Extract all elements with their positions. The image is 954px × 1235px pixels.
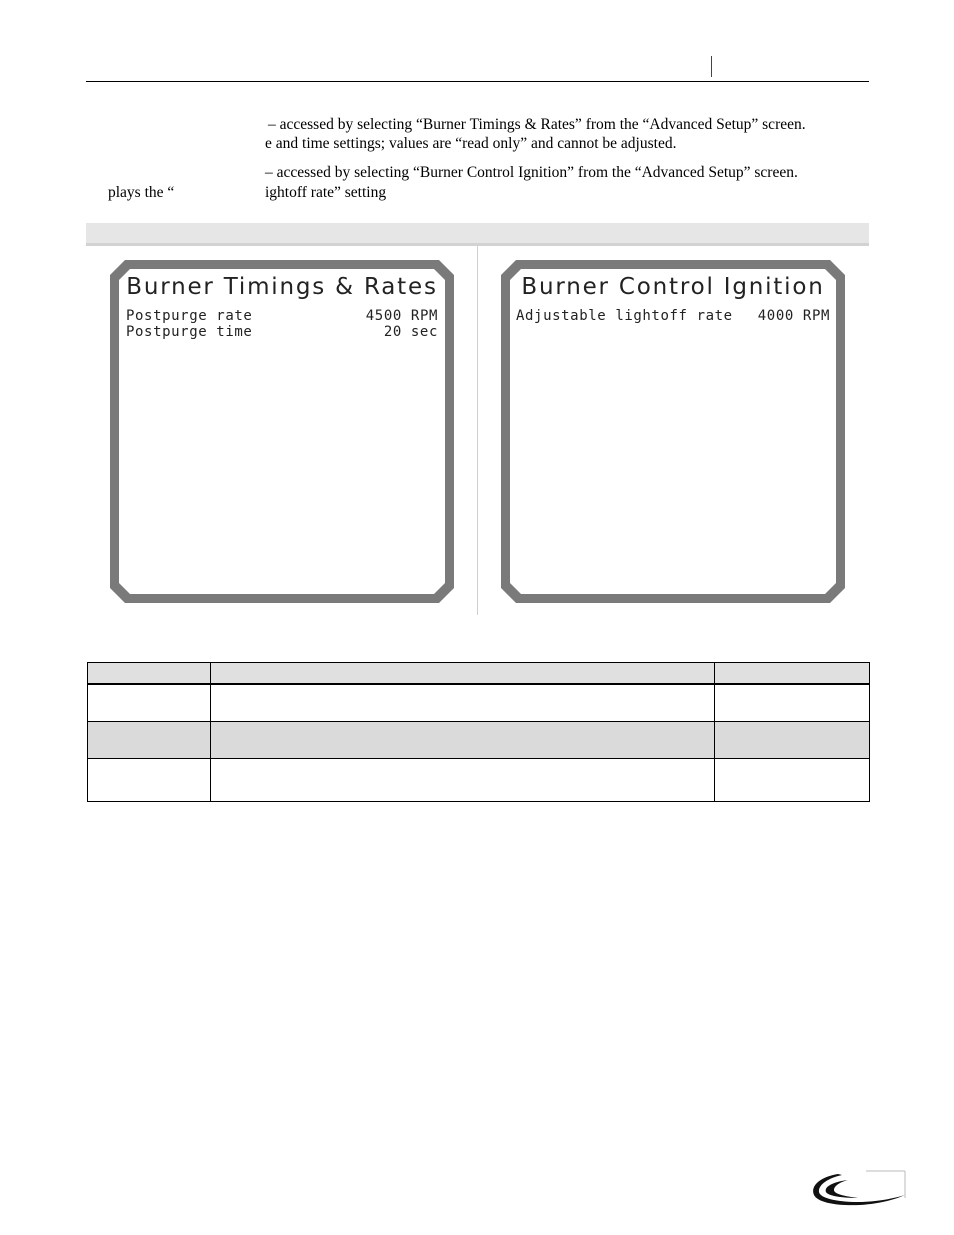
table-cell	[210, 684, 714, 722]
row-value: 4000 RPM	[757, 308, 830, 324]
row-label: Adjustable lightoff rate	[516, 308, 733, 324]
paragraph-ignition-line1: – accessed by selecting “Burner Control Ignition” from the “Advanced Setup” screen.	[265, 164, 798, 181]
row-label: Postpurge rate	[126, 308, 253, 324]
table-header-cell	[210, 663, 714, 685]
row-value: 4500 RPM	[365, 308, 438, 324]
settings-table	[87, 662, 870, 802]
table-cell	[210, 759, 714, 802]
screen-burner-control-ignition	[498, 257, 848, 606]
paragraph-ignition-line2: ightoff rate” setting	[265, 184, 387, 201]
table-cell	[88, 722, 211, 759]
table-cell	[715, 759, 870, 802]
table-cell	[715, 684, 870, 722]
table-cell	[210, 722, 714, 759]
table-header-row	[88, 663, 870, 685]
figure-divider	[477, 246, 478, 615]
paragraph-timings-line2: e and time settings; values are “read only” and cannot be adjusted.	[265, 135, 677, 152]
paragraph-timings-line1: – accessed by selecting “Burner Timings & Rates” from the “Advanced Setup” screen.	[268, 116, 806, 133]
table-cell	[88, 759, 211, 802]
table-row	[88, 684, 870, 722]
paragraph-ignition-line2-left: plays the “	[108, 184, 175, 201]
figure-caption-band	[86, 223, 869, 246]
row-label: Postpurge time	[126, 324, 253, 340]
screen-title: Burner Timings & Rates	[126, 274, 438, 300]
screen-row	[126, 324, 438, 340]
screen-burner-timings	[107, 257, 457, 606]
table-cell	[88, 684, 211, 722]
table-cell	[715, 722, 870, 759]
header-rule	[86, 81, 869, 82]
table-header-cell	[88, 663, 211, 685]
screen-row	[126, 308, 438, 324]
table-row	[88, 722, 870, 759]
screen-row	[516, 308, 830, 324]
row-value: 20 sec	[383, 324, 438, 340]
screen-title: Burner Control Ignition	[521, 274, 825, 300]
swoosh-logo-icon	[808, 1168, 908, 1210]
table-row	[88, 759, 870, 802]
table-header-cell	[715, 663, 870, 685]
header-separator-tick	[711, 56, 712, 77]
